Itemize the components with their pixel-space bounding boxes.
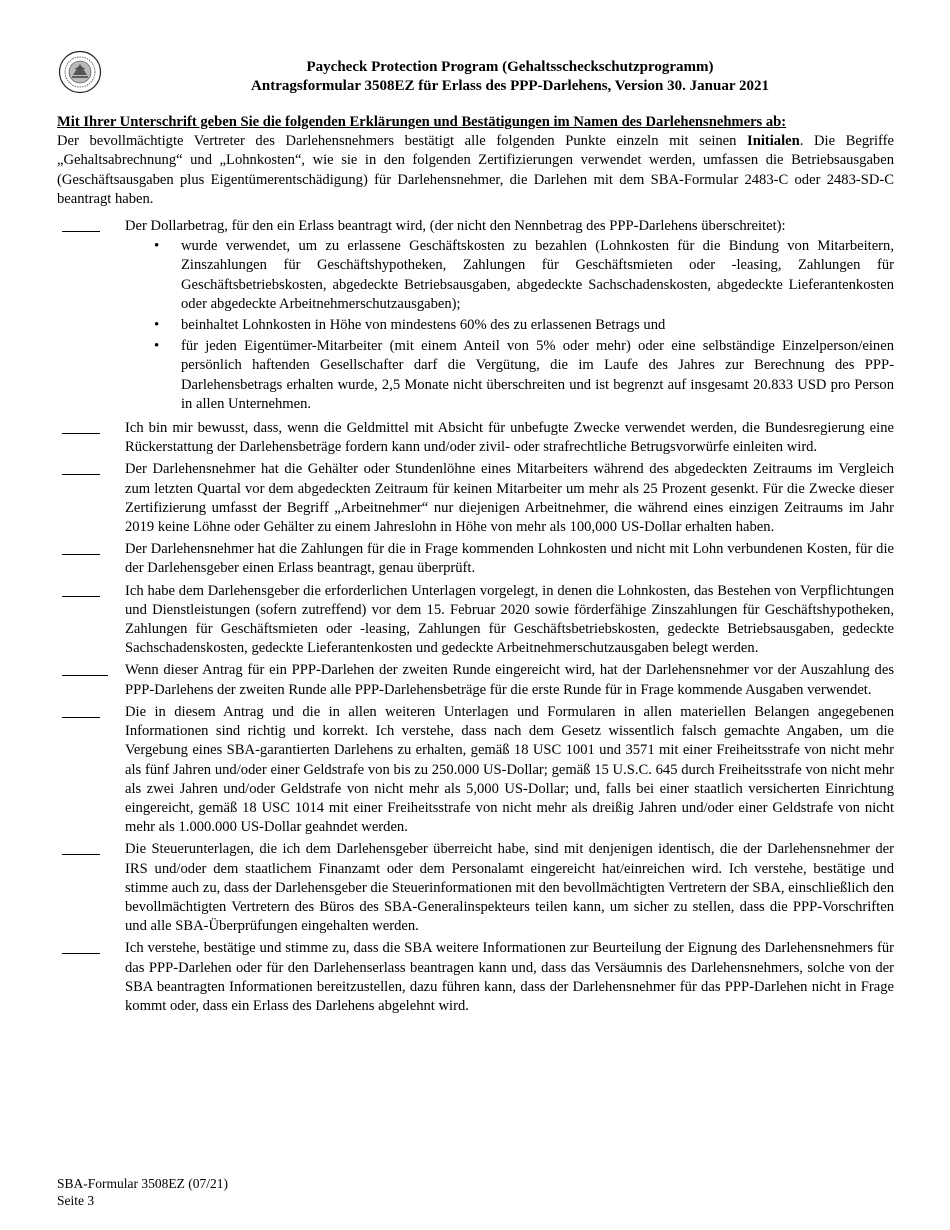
initials-blank-line[interactable] [57, 460, 125, 537]
certification-item-body [125, 460, 894, 537]
initials-blank-line[interactable] [57, 217, 125, 416]
certification-item [57, 661, 894, 699]
initials-blank-line[interactable] [57, 840, 125, 936]
certification-item [57, 217, 894, 416]
certification-item [57, 840, 894, 936]
bullet-item: • für jeden Eigentümer-Mitarbeiter (mit einem Anteil von 5% oder mehr) oder eine selbständige Einzelperson/einen persönlich haftenden Gesellschafter darf die Vergütung, die im Laufe des Jahres zur Berechnung des PPP-Darlehensbetrags erhalten wurde, 2,5 Monate nicht überschreiten und ist begrenzt auf insgesamt 20.833 USD pro Person in allen Unternehmen. [181, 337, 894, 414]
certification-item-body [125, 419, 894, 457]
initials-blank-line[interactable] [57, 661, 125, 699]
certification-item [57, 939, 894, 1016]
certification-item-body [125, 582, 894, 659]
initials-blank-line[interactable] [57, 939, 125, 1016]
certification-item-body [125, 661, 894, 699]
certification-item [57, 703, 894, 837]
sba-seal-logo [58, 50, 102, 94]
bullet-item: • beinhaltet Lohnkosten in Höhe von mindestens 60% des zu erlassenen Betrags und [181, 316, 894, 335]
intro-text-part-1: Der bevollmächtigte Vertreter des Darlehensnehmers bestätigt alle folgenden Punkte einzeln mit seinen [57, 133, 748, 150]
certification-text: Ich verstehe, bestätige und stimme zu, dass die SBA weitere Informationen zur Beurteilung der Eignung des Darlehensnehmers für das PPP-Darlehen oder für den Darlehenserlass beantragen kann und, dass das Versäumnis des Darlehensnehmers, solche von der SBA beantragten Informationen bereitzustellen, dazu führen kann, dass der Darlehensnehmer für das PPP-Darlehen nicht in Frage kommt oder, dass ein Erlass des Darlehens abgelehnt wird. [125, 940, 894, 1014]
initials-blank-line[interactable] [57, 703, 125, 837]
certification-text: Die Steuerunterlagen, die ich dem Darlehensgeber überreicht habe, sind mit denjenigen identisch, die der Darlehensnehmer der IRS und/oder dem staatlichem Finanzamt oder dem Personalamt eingereicht hat/einreichen wird. Ich verstehe, bestätige und stimme auch zu, dass der Darlehensgeber die Steuerinformationen mit den bevollmächtigten Vertretern der SBA, einschließlich den bevollmächtigten Vertretern des Büros des SBA-Generalinspekteurs teilen kann, um sicher zu stellen, dass die PPP-Vorschriften und alle SBA-Überprüfungen eingehalten werden. [125, 841, 894, 935]
bullet-list [125, 237, 894, 414]
initials-blank-line[interactable] [57, 540, 125, 578]
intro-text-part-2: . Die Begriffe „Gehaltsabrechnung“ und „Lohnkosten“, wie sie in den folgenden Zertifizierungen verwendet werden, umfassen die Betriebsausgaben (Geschäftsausgaben plus Eigentümerentschädigung) für Darlehensnehmer, die Darlehen mit dem SBA-Formular 2483-C oder 2483-SD-C beantragt haben. [57, 133, 894, 207]
certification-item [57, 460, 894, 537]
initials-blank-line[interactable] [57, 582, 125, 659]
initials-blank-line[interactable] [57, 419, 125, 457]
intro-heading: Mit Ihrer Unterschrift geben Sie die folgenden Erklärungen und Bestätigungen im Namen des Darlehensnehmers ab: [57, 114, 787, 130]
certification-text: Der Darlehensnehmer hat die Zahlungen für die in Frage kommenden Lohnkosten und nicht mit Lohn verbundenen Kosten, für die der Darlehensgeber einen Erlass beantragt, genau überprüft. [125, 541, 894, 577]
certification-item-body [125, 840, 894, 936]
certification-item-body [125, 540, 894, 578]
certification-text: Der Dollarbetrag, für den ein Erlass beantragt wird, (der nicht den Nennbetrag des PPP-Darlehens überschreitet): [125, 218, 786, 235]
form-identifier: SBA-Formular 3508EZ (07/21) [57, 1176, 228, 1191]
certification-section [57, 113, 894, 1019]
certification-text: Ich bin mir bewusst, dass, wenn die Geldmittel mit Absicht für unbefugte Zwecke verwendet werden, die Bundesregierung eine Rückerstattung der Darlehensbeträge fordern kann und/oder zivil- oder strafrechtliche Betrugsvorwürfe einleiten wird. [125, 420, 894, 456]
certification-item [57, 582, 894, 659]
certification-item [57, 419, 894, 457]
document-header [110, 58, 910, 96]
intro-bold-initials: Initialen [747, 133, 800, 150]
certification-list [57, 217, 894, 1016]
certification-text: Ich habe dem Darlehensgeber die erforderlichen Unterlagen vorgelegt, in denen die Lohnkosten, das Bestehen von Verpflichtungen und Dienstleistungen (sofern zutreffend) vor dem 15. Februar 2020 sowie förderfähige Zinszahlungen für Geschäftshypotheken, Zahlungen für Geschäftsmieten oder -leasing, Zahlungen für Geschäftsbetriebskosten, gedeckte Betriebsausgaben, gedeckte Sachschadenskosten, gedeckte Lieferantenkosten und gedeckte Arbeitnehmerschutzausgaben belegt werden. [125, 582, 894, 657]
certification-item-body [125, 939, 894, 1016]
certification-item-body [125, 217, 894, 416]
page-footer [57, 1176, 228, 1209]
certification-item [57, 540, 894, 578]
page-number: Seite 3 [57, 1192, 95, 1208]
header-title-line-1: Paycheck Protection Program (Gehaltsscheckschutzprogramm) [306, 59, 714, 75]
certification-text: Die in diesem Antrag und die in allen weiteren Unterlagen und Formularen in allen materiellen Belangen angegebenen Informationen sind richtig und korrekt. Ich verstehe, dass nach dem Gesetz wissentlich falsch gemachte Angaben, um die Vergebung eines SBA-garantierten Darlehens zu erhalten, gemäß 18 USC 1001 und 3571 mit einer Freiheitsstrafe von nicht mehr als fünf Jahren und/oder einer Geldstrafe von bis zu 250.000 US-Dollar; gemäß 15 U.S.C. 645 durch Freiheitsstrafe von nicht mehr als zwei Jahren und/oder Geldstrafe von nicht mehr als 5,000 US-Dollar; und, falls bei einer staatlich versicherten Einrichtung eingereicht, gemäß 18 USC 1014 mit einer Freiheitsstrafe von nicht mehr als dreißig Jahren und/oder einer Geldstrafe von nicht mehr als 1.000.000 US-Dollar geahndet werden. [125, 703, 894, 836]
certification-text: Wenn dieser Antrag für ein PPP-Darlehen der zweiten Runde eingereicht wird, hat der Darlehensnehmer vor der Auszahlung des PPP-Darlehens der zweiten Runde alle PPP-Darlehensbeträge für die erste Runde für in Frage kommende Ausgaben verwendet. [125, 662, 894, 698]
certification-text: Der Darlehensnehmer hat die Gehälter oder Stundenlöhne eines Mitarbeiters während des abgedeckten Zeitraums im Vergleich zum letzten Quartal vor dem abgedeckten Zeitraum für keinen Mitarbeiter um mehr als 25 Prozent gesenkt. Für die Zwecke dieser Zertifizierung umfasst der Begriff „Arbeitnehmer“ nur diejenigen Arbeitnehmer, die während eines einzigen Zeitraums im Jahr 2019 keine Löhne oder Gehälter zu einem Jahreslohn in Höhe von mehr als 100,000 US-Dollar erhalten haben. [125, 461, 894, 536]
header-title-line-2: Antragsformular 3508EZ für Erlass des PPP-Darlehens, Version 30. Januar 2021 [251, 78, 769, 94]
certification-item-body [125, 703, 894, 837]
bullet-item: • wurde verwendet, um zu erlassene Geschäftskosten zu bezahlen (Lohnkosten für die Bindung von Mitarbeitern, Zinszahlungen für Geschäftshypotheken, Zahlungen für Geschäftsmieten oder -leasing, Zahlungen für Geschäftsbetriebskosten, abgedeckte Betriebsausgaben, abgedeckte Sachschadenskosten, abgedeckte Lieferantenkosten oder abgedeckte Arbeitnehmerschutzausgaben); [181, 237, 894, 314]
intro-paragraph [57, 132, 894, 209]
